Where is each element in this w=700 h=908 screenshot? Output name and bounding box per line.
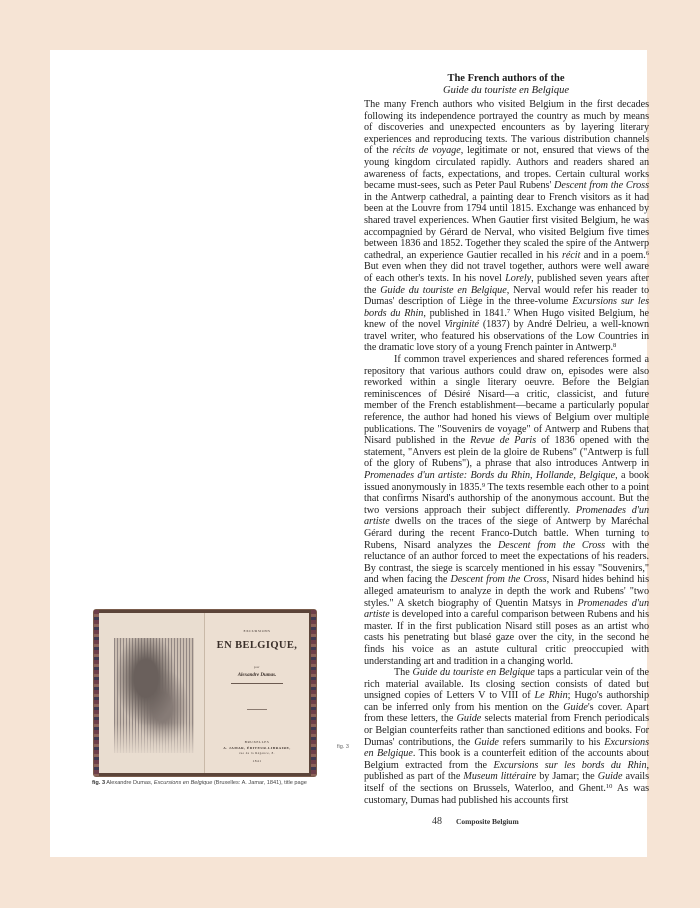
title-page-ornament: [247, 709, 267, 710]
title-page-year: 1841: [252, 759, 262, 763]
title-page-by: par: [254, 665, 260, 669]
running-title: Composite Belgium: [456, 817, 519, 826]
footnote-ref: 6: [645, 249, 649, 257]
book-photo-figure: [94, 610, 316, 776]
page-footer: [432, 811, 519, 829]
title-page: [205, 613, 309, 773]
title-page-title: EN BELGIQUE,: [216, 640, 298, 651]
title-page-publisher: A. JAMAR, ÉDITEUR-LIBRAIRE,: [223, 746, 291, 750]
title-page-top-line: EXCURSIONS: [243, 629, 271, 633]
section-heading-line1: The French authors of the: [447, 73, 565, 84]
paragraph-1: The many French authors who visited Belgium in the first decades following its independence portrayed the country as much by means of discoveries and unexpected encounters as by layering literary experiences and reproducing texts. The various distribution channels of the récits de voyage, legitimate or not, ensured that views of the young kingdom circulated rapidly. Authors and readers shared an awareness of facts, expectations, and tropes. Certain cultural works became must-sees, such as Peter Paul Rubens' Descent from the Cross in the Antwerp cathedral, a painting dear to French visitors as it had been at the Louvre from 1794 until 1815. Exchange was enhanced by shared travel experiences. When Gautier first visited Belgium, he was accompagnied by Gérard de Nerval, who visited Belgium five times between 1836 and 1852. Together they scaled the spire of the Antwerp cathedral, an experience Gautier recalled in his récit and in a poem.$^6$ But even when they did not travel together, authors were well aware of each other's texts. In his novel Lorely, published seven years after the Guide du touriste en Belgique, Nerval would refer his reader to Dumas' description of Liège in the three-volume Excursions sur les bords du Rhin, published in 1841.$^7$ When Hugo visited Belgium, he knew of the novel Virginité (1837) by André Delrieu, a well-known travel writer, who featured his observations of the Low Countries in the dramatic love story of a young French painter in Antwerp.$^8$: [364, 99, 650, 354]
figure-margin-marker: fig. 3: [337, 744, 349, 750]
figure-caption: fig. 3 Alexandre Dumas, Excursions en Belgique (Bruxelles: A. Jamar, 1841), title page: [92, 780, 307, 786]
section-heading: [365, 73, 647, 96]
footnote-ref: 9: [481, 481, 486, 489]
body-text-column: [364, 99, 649, 806]
paragraph-2: If common travel experiences and shared references formed a repository that various authors could draw on, episodes were also reworked within a single literary oeuvre. Before the Belgian reminiscences of Désiré Nisard—a critic, classicist, and future member of the French establishment—became a particularly popular reference, the author had honed his views of Belgium over multiple publications. The "Souvenirs de voyage" of Antwerp and Rubens that Nisard published in the Revue de Paris of 1836 opened with the statement, "Anvers est plein de la gloire de Rubens" ("Antwerp is full of the glory of Rubens"), a phrase that also introduces Antwerp in Promenades d'un artiste: Bords du Rhin, Hollande, Belgique, a book issued anonymously in 1835.$^9$ The texts resemble each other to a point that confirms Nisard's authorship of the anonymous account. But the two versions approach their subject differently. Promenades d'un artiste dwells on the traces of the siege of Antwerp by Maréchal Gérard during the recent Franco-Dutch battle. When turning to Rubens, Nisard analyzes the Descent from the Cross with the reluctance of an author forced to meet the expectations of his readers. By contrast, the siege is scarcely mentioned in his essay "Souvenirs," and when facing the Descent from the Cross, Nisard hides behind his alleged amateurism to analyze in depth the work and Rubens' "two styles." A sketch biography of Quentin Matsys in Promenades d'un artiste is developed into a careful comparison between Rubens and his master. If in the first publication Nisard still poses as an artist who casts his penetrating but blasé gaze over the city, in the second he finds his voice as an astute cultural critic preoccupied with understanding art and tradition in a changing world.: [364, 354, 650, 667]
title-page-author: Alexandre Dumas.: [237, 673, 277, 678]
paragraph-3: The Guide du touriste en Belgique taps a particular vein of the rich material available. Its closing section consists of dated but unsigned copies of Letters V to VIII of Le Rhin; Hugo's authorship can be inferred only from his mention on the Guide's cover. Apart from these letters, the Guide selects material from French periodicals or Belgian counterfeits rather than sanctioned editions and books. For Dumas' contributions, the Guide refers summarily to his Excursions en Belgique. This book is a counterfeit edition of the accounts about Belgium extracted from the Excursions sur les bords du Rhin, published as part of the Museum littéraire by Jamar; the Guide avails itself of the sections on Brussels, Waterloo, and Ghent.$^{10}$ As was customary, Dumas had published his accounts first: [364, 667, 650, 806]
footnote-ref: 10: [605, 783, 613, 791]
frontispiece-page: [99, 613, 205, 773]
title-page-rule: [231, 683, 283, 684]
footnote-ref: 8: [613, 342, 617, 350]
title-page-address: rue de la Régence, 8.: [239, 751, 275, 755]
footnote-ref: 7: [506, 307, 511, 315]
page-number: 48: [432, 816, 442, 827]
title-page-city: BRUXELLES: [244, 740, 270, 744]
figure-caption-label: fig. 3: [92, 780, 106, 786]
book-cover-edge-right: [311, 610, 316, 776]
section-heading-line2: Guide du touriste en Belgique: [443, 84, 569, 96]
